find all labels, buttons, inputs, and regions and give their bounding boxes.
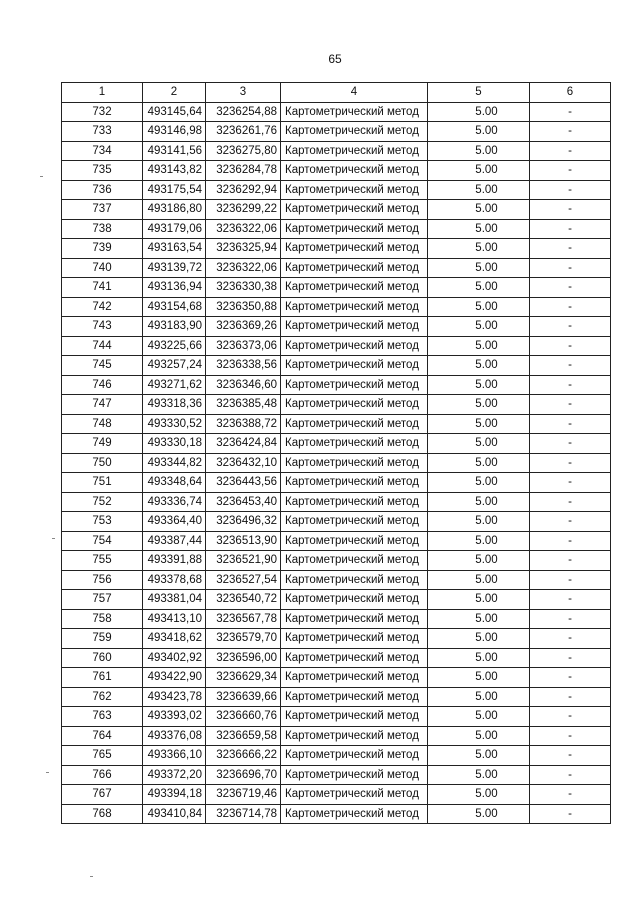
x-coordinate-cell: 493393,02 (143, 707, 206, 727)
point-number-cell: 751 (62, 473, 143, 493)
point-number-cell: 747 (62, 395, 143, 415)
x-coordinate-cell: 493394,18 (143, 785, 206, 805)
note-cell: - (530, 122, 611, 142)
accuracy-cell: 5.00 (428, 200, 530, 220)
table-row (62, 746, 611, 766)
table-row (62, 473, 611, 493)
point-number-cell: 754 (62, 531, 143, 551)
point-number-cell: 735 (62, 161, 143, 181)
accuracy-cell: 5.00 (428, 668, 530, 688)
table-row (62, 804, 611, 824)
method-cell: Картометрический метод (281, 278, 428, 298)
point-number-cell: 733 (62, 122, 143, 142)
y-coordinate-cell: 3236369,26 (206, 317, 281, 337)
x-coordinate-cell: 493225,66 (143, 336, 206, 356)
table-row (62, 278, 611, 298)
y-coordinate-cell: 3236338,56 (206, 356, 281, 376)
point-number-cell: 736 (62, 180, 143, 200)
accuracy-cell: 5.00 (428, 785, 530, 805)
accuracy-cell: 5.00 (428, 122, 530, 142)
note-cell: - (530, 239, 611, 259)
x-coordinate-cell: 493146,98 (143, 122, 206, 142)
accuracy-cell: 5.00 (428, 570, 530, 590)
method-cell: Картометрический метод (281, 239, 428, 259)
method-cell: Картометрический метод (281, 200, 428, 220)
y-coordinate-cell: 3236385,48 (206, 395, 281, 415)
point-number-cell: 744 (62, 336, 143, 356)
y-coordinate-cell: 3236714,78 (206, 804, 281, 824)
y-coordinate-cell: 3236275,80 (206, 141, 281, 161)
table-row (62, 180, 611, 200)
point-number-cell: 761 (62, 668, 143, 688)
x-coordinate-cell: 493143,82 (143, 161, 206, 181)
method-cell: Картометрический метод (281, 297, 428, 317)
point-number-cell: 739 (62, 239, 143, 259)
y-coordinate-cell: 3236696,70 (206, 765, 281, 785)
table-row (62, 687, 611, 707)
method-cell: Картометрический метод (281, 785, 428, 805)
y-coordinate-cell: 3236639,66 (206, 687, 281, 707)
note-cell: - (530, 804, 611, 824)
point-number-cell: 734 (62, 141, 143, 161)
method-cell: Картометрический метод (281, 161, 428, 181)
column-header-4: 4 (281, 83, 428, 103)
y-coordinate-cell: 3236579,70 (206, 629, 281, 649)
point-number-cell: 749 (62, 434, 143, 454)
x-coordinate-cell: 493330,52 (143, 414, 206, 434)
accuracy-cell: 5.00 (428, 629, 530, 649)
coordinates-table (61, 82, 611, 824)
point-number-cell: 757 (62, 590, 143, 610)
x-coordinate-cell: 493391,88 (143, 551, 206, 571)
note-cell: - (530, 200, 611, 220)
point-number-cell: 738 (62, 219, 143, 239)
accuracy-cell: 5.00 (428, 726, 530, 746)
point-number-cell: 767 (62, 785, 143, 805)
table-row (62, 219, 611, 239)
note-cell: - (530, 668, 611, 688)
table-row (62, 414, 611, 434)
table-row (62, 707, 611, 727)
accuracy-cell: 5.00 (428, 141, 530, 161)
point-number-cell: 746 (62, 375, 143, 395)
y-coordinate-cell: 3236299,22 (206, 200, 281, 220)
point-number-cell: 762 (62, 687, 143, 707)
y-coordinate-cell: 3236629,34 (206, 668, 281, 688)
method-cell: Картометрический метод (281, 590, 428, 610)
x-coordinate-cell: 493378,68 (143, 570, 206, 590)
table-row (62, 336, 611, 356)
note-cell: - (530, 317, 611, 337)
y-coordinate-cell: 3236322,06 (206, 258, 281, 278)
y-coordinate-cell: 3236660,76 (206, 707, 281, 727)
note-cell: - (530, 551, 611, 571)
y-coordinate-cell: 3236567,78 (206, 609, 281, 629)
note-cell: - (530, 180, 611, 200)
note-cell: - (530, 492, 611, 512)
point-number-cell: 756 (62, 570, 143, 590)
note-cell: - (530, 785, 611, 805)
table-row (62, 765, 611, 785)
accuracy-cell: 5.00 (428, 590, 530, 610)
method-cell: Картометрический метод (281, 668, 428, 688)
column-header-5: 5 (428, 83, 530, 103)
accuracy-cell: 5.00 (428, 395, 530, 415)
x-coordinate-cell: 493418,62 (143, 629, 206, 649)
note-cell: - (530, 726, 611, 746)
accuracy-cell: 5.00 (428, 434, 530, 454)
method-cell: Картометрический метод (281, 356, 428, 376)
method-cell: Картометрический метод (281, 765, 428, 785)
y-coordinate-cell: 3236719,46 (206, 785, 281, 805)
x-coordinate-cell: 493366,10 (143, 746, 206, 766)
note-cell: - (530, 453, 611, 473)
y-coordinate-cell: 3236432,10 (206, 453, 281, 473)
table-row (62, 629, 611, 649)
table-row (62, 395, 611, 415)
note-cell: - (530, 102, 611, 122)
point-number-cell: 764 (62, 726, 143, 746)
note-cell: - (530, 161, 611, 181)
method-cell: Картометрический метод (281, 746, 428, 766)
x-coordinate-cell: 493423,78 (143, 687, 206, 707)
table-row (62, 726, 611, 746)
note-cell: - (530, 414, 611, 434)
table-row (62, 356, 611, 376)
x-coordinate-cell: 493381,04 (143, 590, 206, 610)
method-cell: Картометрический метод (281, 707, 428, 727)
y-coordinate-cell: 3236527,54 (206, 570, 281, 590)
point-number-cell: 753 (62, 512, 143, 532)
y-coordinate-cell: 3236659,58 (206, 726, 281, 746)
column-header-2: 2 (143, 83, 206, 103)
x-coordinate-cell: 493163,54 (143, 239, 206, 259)
point-number-cell: 737 (62, 200, 143, 220)
accuracy-cell: 5.00 (428, 531, 530, 551)
point-number-cell: 740 (62, 258, 143, 278)
table-row (62, 239, 611, 259)
note-cell: - (530, 746, 611, 766)
y-coordinate-cell: 3236322,06 (206, 219, 281, 239)
note-cell: - (530, 570, 611, 590)
table-row (62, 258, 611, 278)
point-number-cell: 748 (62, 414, 143, 434)
point-number-cell: 765 (62, 746, 143, 766)
table-row (62, 161, 611, 181)
accuracy-cell: 5.00 (428, 356, 530, 376)
x-coordinate-cell: 493410,84 (143, 804, 206, 824)
method-cell: Картометрический метод (281, 492, 428, 512)
accuracy-cell: 5.00 (428, 102, 530, 122)
accuracy-cell: 5.00 (428, 336, 530, 356)
accuracy-cell: 5.00 (428, 687, 530, 707)
y-coordinate-cell: 3236254,88 (206, 102, 281, 122)
y-coordinate-cell: 3236346,60 (206, 375, 281, 395)
table-row (62, 492, 611, 512)
method-cell: Картометрический метод (281, 453, 428, 473)
page-number: 65 (328, 52, 342, 66)
note-cell: - (530, 707, 611, 727)
method-cell: Картометрический метод (281, 395, 428, 415)
method-cell: Картометрический метод (281, 141, 428, 161)
y-coordinate-cell: 3236540,72 (206, 590, 281, 610)
y-coordinate-cell: 3236373,06 (206, 336, 281, 356)
y-coordinate-cell: 3236453,40 (206, 492, 281, 512)
x-coordinate-cell: 493141,56 (143, 141, 206, 161)
method-cell: Картометрический метод (281, 122, 428, 142)
table-row (62, 453, 611, 473)
point-number-cell: 752 (62, 492, 143, 512)
table-row (62, 200, 611, 220)
x-coordinate-cell: 493413,10 (143, 609, 206, 629)
note-cell: - (530, 356, 611, 376)
table-row (62, 590, 611, 610)
table-row (62, 297, 611, 317)
method-cell: Картометрический метод (281, 804, 428, 824)
table-row (62, 609, 611, 629)
y-coordinate-cell: 3236261,76 (206, 122, 281, 142)
point-number-cell: 743 (62, 317, 143, 337)
point-number-cell: 766 (62, 765, 143, 785)
table-row (62, 648, 611, 668)
margin-mark (90, 876, 93, 877)
point-number-cell: 755 (62, 551, 143, 571)
x-coordinate-cell: 493179,06 (143, 219, 206, 239)
accuracy-cell: 5.00 (428, 746, 530, 766)
note-cell: - (530, 512, 611, 532)
note-cell: - (530, 531, 611, 551)
point-number-cell: 760 (62, 648, 143, 668)
note-cell: - (530, 473, 611, 493)
table-row (62, 141, 611, 161)
accuracy-cell: 5.00 (428, 765, 530, 785)
accuracy-cell: 5.00 (428, 609, 530, 629)
accuracy-cell: 5.00 (428, 297, 530, 317)
x-coordinate-cell: 493271,62 (143, 375, 206, 395)
method-cell: Картометрический метод (281, 629, 428, 649)
note-cell: - (530, 609, 611, 629)
method-cell: Картометрический метод (281, 180, 428, 200)
x-coordinate-cell: 493318,36 (143, 395, 206, 415)
table-row (62, 785, 611, 805)
accuracy-cell: 5.00 (428, 707, 530, 727)
table-row (62, 317, 611, 337)
note-cell: - (530, 434, 611, 454)
point-number-cell: 759 (62, 629, 143, 649)
table-row (62, 122, 611, 142)
point-number-cell: 750 (62, 453, 143, 473)
accuracy-cell: 5.00 (428, 414, 530, 434)
point-number-cell: 742 (62, 297, 143, 317)
column-header-6: 6 (530, 83, 611, 103)
method-cell: Картометрический метод (281, 336, 428, 356)
method-cell: Картометрический метод (281, 609, 428, 629)
y-coordinate-cell: 3236292,94 (206, 180, 281, 200)
accuracy-cell: 5.00 (428, 512, 530, 532)
method-cell: Картометрический метод (281, 551, 428, 571)
x-coordinate-cell: 493348,64 (143, 473, 206, 493)
method-cell: Картометрический метод (281, 258, 428, 278)
x-coordinate-cell: 493336,74 (143, 492, 206, 512)
note-cell: - (530, 648, 611, 668)
note-cell: - (530, 141, 611, 161)
method-cell: Картометрический метод (281, 434, 428, 454)
y-coordinate-cell: 3236521,90 (206, 551, 281, 571)
y-coordinate-cell: 3236596,00 (206, 648, 281, 668)
accuracy-cell: 5.00 (428, 317, 530, 337)
x-coordinate-cell: 493154,68 (143, 297, 206, 317)
method-cell: Картометрический метод (281, 219, 428, 239)
method-cell: Картометрический метод (281, 317, 428, 337)
method-cell: Картометрический метод (281, 531, 428, 551)
accuracy-cell: 5.00 (428, 473, 530, 493)
accuracy-cell: 5.00 (428, 258, 530, 278)
column-header-3: 3 (206, 83, 281, 103)
accuracy-cell: 5.00 (428, 278, 530, 298)
x-coordinate-cell: 493387,44 (143, 531, 206, 551)
x-coordinate-cell: 493364,40 (143, 512, 206, 532)
table-header-row (62, 83, 611, 103)
x-coordinate-cell: 493145,64 (143, 102, 206, 122)
note-cell: - (530, 258, 611, 278)
table-row (62, 434, 611, 454)
note-cell: - (530, 687, 611, 707)
point-number-cell: 732 (62, 102, 143, 122)
table-row (62, 551, 611, 571)
accuracy-cell: 5.00 (428, 492, 530, 512)
method-cell: Картометрический метод (281, 512, 428, 532)
method-cell: Картометрический метод (281, 375, 428, 395)
accuracy-cell: 5.00 (428, 239, 530, 259)
table-row (62, 668, 611, 688)
accuracy-cell: 5.00 (428, 180, 530, 200)
y-coordinate-cell: 3236330,38 (206, 278, 281, 298)
method-cell: Картометрический метод (281, 687, 428, 707)
table-row (62, 102, 611, 122)
x-coordinate-cell: 493186,80 (143, 200, 206, 220)
accuracy-cell: 5.00 (428, 219, 530, 239)
x-coordinate-cell: 493422,90 (143, 668, 206, 688)
x-coordinate-cell: 493372,20 (143, 765, 206, 785)
margin-mark (46, 772, 49, 773)
point-number-cell: 768 (62, 804, 143, 824)
y-coordinate-cell: 3236388,72 (206, 414, 281, 434)
note-cell: - (530, 765, 611, 785)
point-number-cell: 758 (62, 609, 143, 629)
y-coordinate-cell: 3236350,88 (206, 297, 281, 317)
y-coordinate-cell: 3236443,56 (206, 473, 281, 493)
table-row (62, 531, 611, 551)
y-coordinate-cell: 3236284,78 (206, 161, 281, 181)
method-cell: Картометрический метод (281, 648, 428, 668)
x-coordinate-cell: 493402,92 (143, 648, 206, 668)
y-coordinate-cell: 3236666,22 (206, 746, 281, 766)
y-coordinate-cell: 3236513,90 (206, 531, 281, 551)
point-number-cell: 741 (62, 278, 143, 298)
method-cell: Картометрический метод (281, 102, 428, 122)
x-coordinate-cell: 493344,82 (143, 453, 206, 473)
margin-mark (52, 538, 55, 539)
accuracy-cell: 5.00 (428, 648, 530, 668)
note-cell: - (530, 395, 611, 415)
x-coordinate-cell: 493257,24 (143, 356, 206, 376)
method-cell: Картометрический метод (281, 570, 428, 590)
note-cell: - (530, 336, 611, 356)
x-coordinate-cell: 493136,94 (143, 278, 206, 298)
accuracy-cell: 5.00 (428, 375, 530, 395)
y-coordinate-cell: 3236424,84 (206, 434, 281, 454)
method-cell: Картометрический метод (281, 473, 428, 493)
point-number-cell: 745 (62, 356, 143, 376)
accuracy-cell: 5.00 (428, 453, 530, 473)
x-coordinate-cell: 493139,72 (143, 258, 206, 278)
accuracy-cell: 5.00 (428, 551, 530, 571)
accuracy-cell: 5.00 (428, 161, 530, 181)
method-cell: Картометрический метод (281, 726, 428, 746)
accuracy-cell: 5.00 (428, 804, 530, 824)
note-cell: - (530, 297, 611, 317)
note-cell: - (530, 590, 611, 610)
table-row (62, 512, 611, 532)
table-body (62, 102, 611, 824)
method-cell: Картометрический метод (281, 414, 428, 434)
y-coordinate-cell: 3236325,94 (206, 239, 281, 259)
x-coordinate-cell: 493183,90 (143, 317, 206, 337)
y-coordinate-cell: 3236496,32 (206, 512, 281, 532)
table-row (62, 375, 611, 395)
margin-mark (40, 176, 43, 177)
x-coordinate-cell: 493175,54 (143, 180, 206, 200)
point-number-cell: 763 (62, 707, 143, 727)
note-cell: - (530, 278, 611, 298)
x-coordinate-cell: 493330,18 (143, 434, 206, 454)
table-row (62, 570, 611, 590)
note-cell: - (530, 375, 611, 395)
x-coordinate-cell: 493376,08 (143, 726, 206, 746)
column-header-1: 1 (62, 83, 143, 103)
note-cell: - (530, 219, 611, 239)
note-cell: - (530, 629, 611, 649)
